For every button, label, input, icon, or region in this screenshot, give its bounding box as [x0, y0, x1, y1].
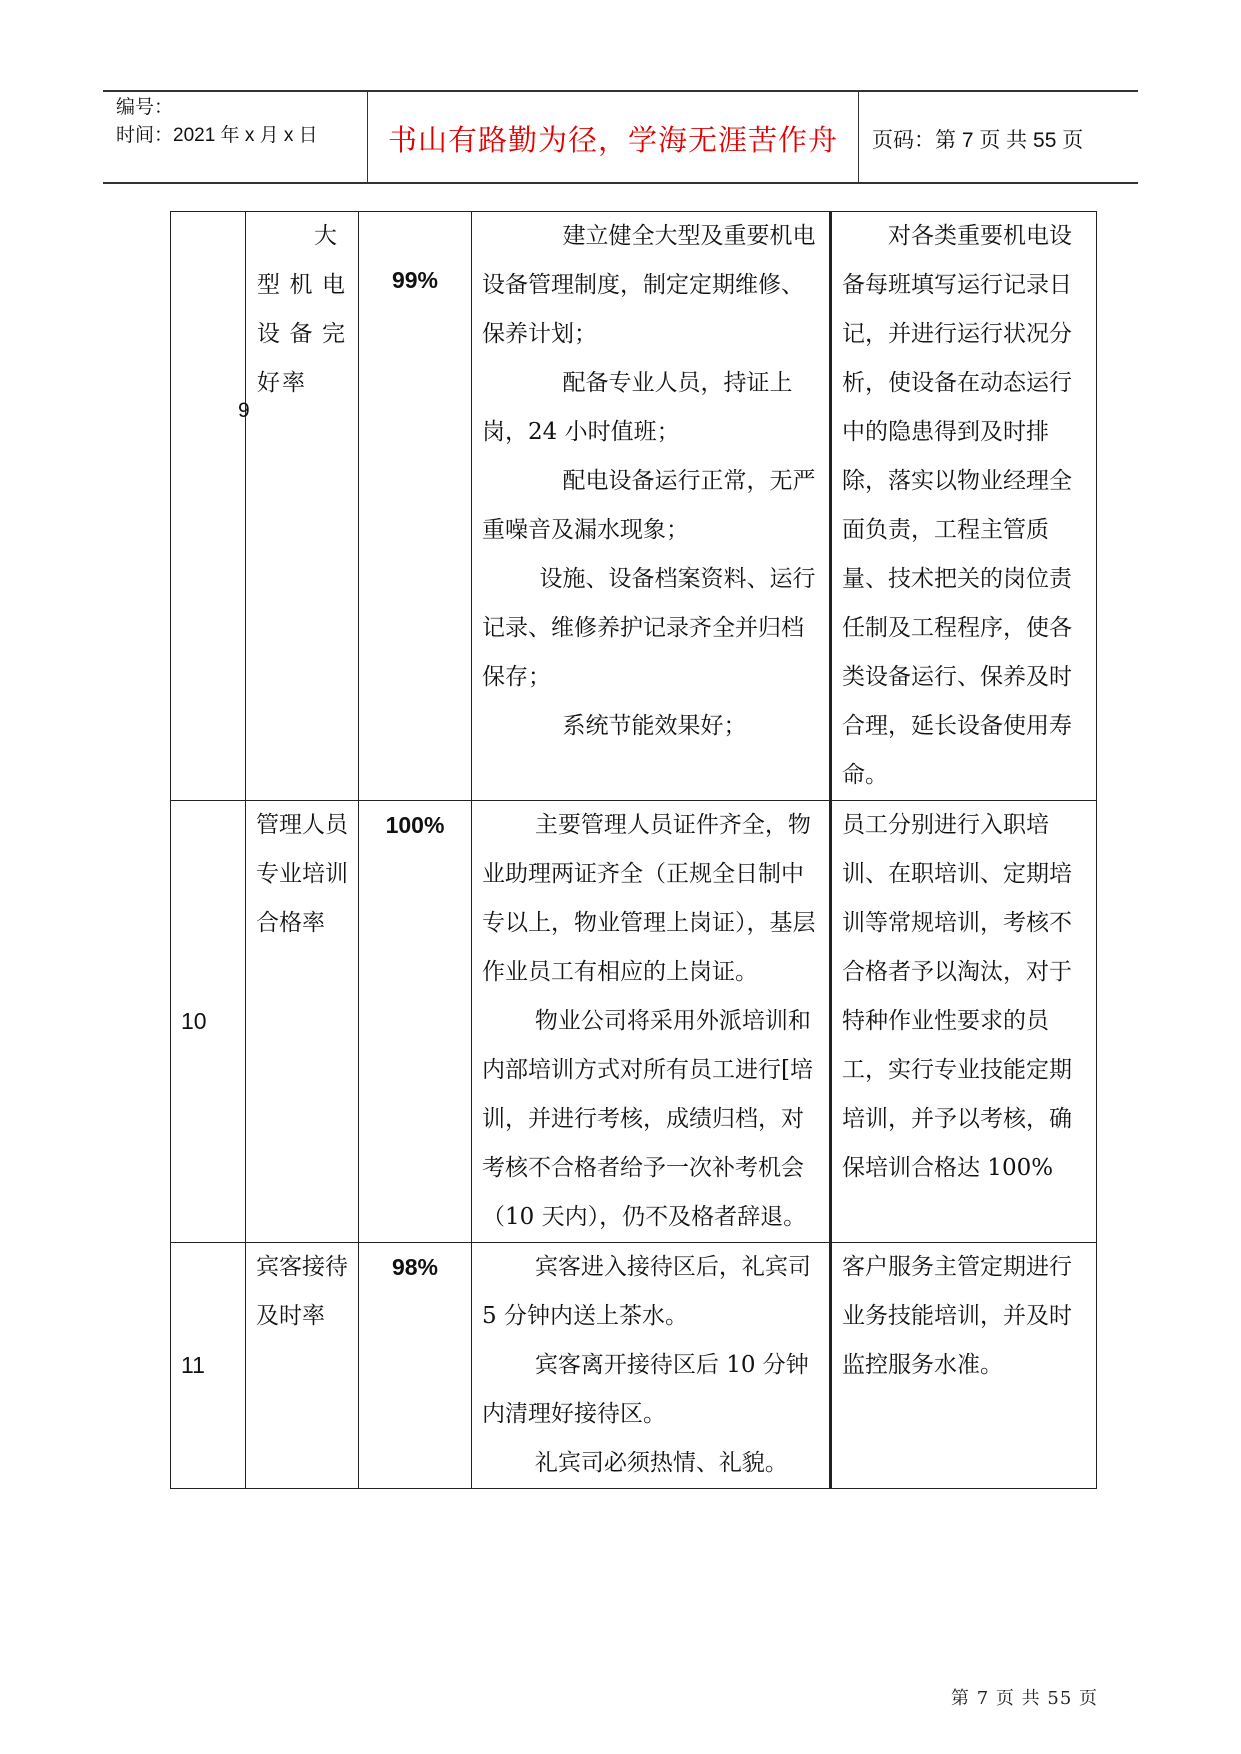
standard-item: 建立健全大型及重要机电设备管理制度，制定定期维修、保养计划； — [482, 223, 816, 347]
item-cell: 管理人员专业培训合格率 — [246, 801, 359, 1243]
measures-cell — [831, 212, 1097, 801]
header-top-rule — [103, 90, 1138, 92]
standard-item: 礼宾司必须热情、礼貌。 — [534, 1450, 788, 1476]
item-cell — [246, 212, 359, 801]
standard-item: 配电设备运行正常，无严重噪音及漏水现象； — [482, 468, 816, 543]
header-motto: 书山有路勤为径，学海无涯苦作舟 — [387, 123, 838, 157]
table-row — [171, 1243, 1097, 1489]
standard-item: 宾客进入接待区后，礼宾司 5 分钟内送上茶水。 — [482, 1254, 811, 1329]
item-cell: 宾客接待及时率 — [246, 1243, 359, 1489]
rate-cell: 98% — [359, 1243, 472, 1489]
row-number: 9 — [238, 399, 250, 422]
standard-cell — [472, 801, 831, 1243]
row-number-cell: 11 — [171, 1243, 246, 1489]
standard-item: 配备专业人员，持证上岗，24 小时值班； — [482, 370, 793, 445]
measures-cell: 员工分别进行入职培训、在职培训、定期培训等常规培训，考核不合格者予以淘汰，对于特种作业性要求的员工，实行专业技能定期培训，并予以考核，确保培训合格达 100% — [831, 801, 1097, 1243]
header-divider-right — [858, 91, 859, 183]
standard-cell — [472, 212, 831, 801]
standard-item: 主要管理人员证件齐全，物业助理两证齐全（正规全日制中专以上，物业管理上岗证），基层作业员工有相应的上岗证。 — [482, 812, 816, 985]
standard-item: 宾客离开接待区后 10 分钟内清理好接待区。 — [482, 1352, 809, 1427]
header-page-indicator: 页码：第 7 页 共 55 页 — [872, 129, 1084, 152]
measures-cell: 客户服务主管定期进行业务技能培训，并及时监控服务水准。 — [831, 1243, 1097, 1489]
standard-item: 设施、设备档案资料、运行记录、维修养护记录齐全并归档保存； — [482, 566, 816, 690]
document-number-label: 编号： — [116, 97, 174, 118]
row-number-cell: 10 — [171, 801, 246, 1243]
table-row — [171, 212, 1097, 801]
document-time-label: 时间：2021 年 x 月 x 日 — [116, 125, 318, 146]
item-name: 大 型机电 设备完 好率 — [257, 223, 347, 396]
standard-item: 系统节能效果好； — [562, 713, 747, 739]
page-footer: 第 7 页 共 55 页 — [951, 1688, 1098, 1709]
table-row — [171, 801, 1097, 1243]
header-bottom-rule — [103, 182, 1138, 184]
row-number-cell — [171, 212, 250, 801]
standard-cell — [472, 1243, 831, 1489]
standard-item: 物业公司将采用外派培训和内部培训方式对所有员工进行[培训，并进行考核，成绩归档，对考核不合格者给予一次补考机会（10 天内），仍不及格者辞退。 — [482, 1008, 813, 1230]
header-meta — [116, 94, 318, 150]
rate-cell: 100% — [359, 801, 472, 1243]
standards-table — [170, 211, 1097, 1489]
rate-cell: 99% — [359, 212, 472, 801]
measures-text: 对各类重要机电设备每班填写运行记录日记，并进行运行状况分析，使设备在动态运行中的隐患得到及时排除，落实以物业经理全面负责，工程主管质量、技术把关的岗位责任制及工程程序，使各类设备运行、保养及时合理，延长设备使用寿命。 — [842, 223, 1072, 788]
